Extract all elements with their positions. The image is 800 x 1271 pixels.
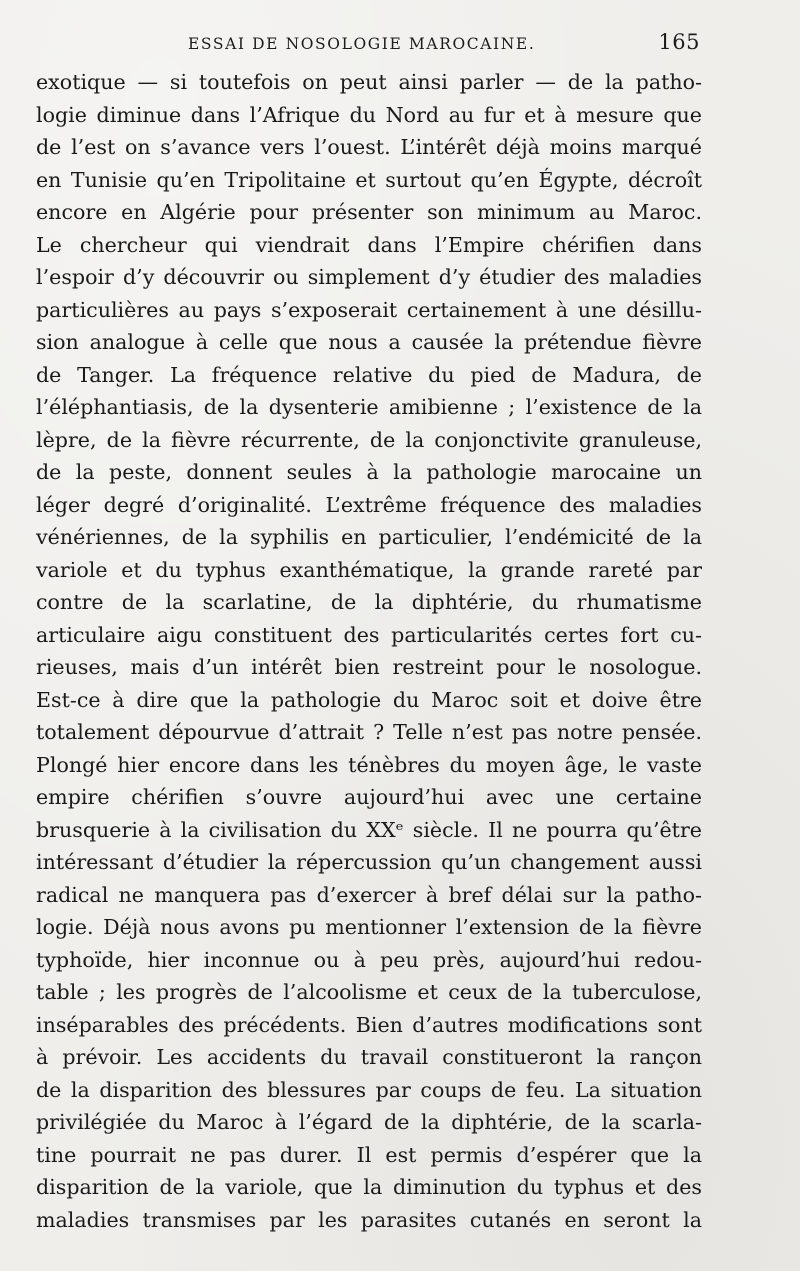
text-line: empire chérifien s’ouvre aujourd’hui avec une certaine — [36, 785, 702, 809]
text-line: table ; les progrès de l’alcoolisme et ceux de la tuberculose, — [36, 980, 702, 1004]
text-line: sion analogue à celle que nous a causée la prétendue fièvre — [36, 330, 702, 354]
text-line: l’éléphantiasis, de la dysenterie amibienne ; l’existence de la — [36, 395, 702, 419]
text-line: Est-ce à dire que la pathologie du Maroc soit et doive être — [36, 687, 702, 712]
text-line: à prévoir. Les accidents du travail constitueront la rançon — [36, 1045, 702, 1069]
text-line: typhoïde, hier inconnue ou à peu près, aujourd’hui redou- — [36, 947, 702, 972]
text-line: en Tunisie qu’en Tripolitaine et surtout qu’en Égypte, décroît — [36, 167, 702, 192]
text-line: articulaire aigu constituent des particularités certes fort cu- — [36, 622, 702, 647]
text-line: intéressant d’étudier la répercussion qu’un changement aussi — [36, 850, 702, 874]
text-line: brusquerie à la civilisation du XXᵉ siècle. Il ne pourra qu’être — [36, 817, 702, 842]
text-line: maladies transmises par les parasites cutanés en seront la — [36, 1207, 702, 1232]
text-line: logie diminue dans l’Afrique du Nord au fur et à mesure que — [36, 102, 702, 127]
text-line: tine pourrait ne pas durer. Il est permis d’espérer que la — [36, 1142, 702, 1167]
text-line: vénériennes, de la syphilis en particulier, l’endémicité de la — [36, 525, 702, 549]
text-line: de la disparition des blessures par coups de feu. La situation — [36, 1077, 702, 1102]
text-line: privilégiée du Maroc à l’égard de la diphtérie, de la scarla- — [36, 1110, 702, 1134]
text-line: logie. Déjà nous avons pu mentionner l’extension de la fièvre — [36, 915, 702, 939]
text-line: totalement dépourvue d’attrait ? Telle n’est pas notre pensée. — [36, 720, 702, 744]
text-line: de Tanger. La fréquence relative du pied de Madura, de — [36, 362, 702, 387]
text-line: de l’est on s’avance vers l’ouest. L’intérêt déjà moins marqué — [36, 135, 702, 159]
text-line: rieuses, mais d’un intérêt bien restreint pour le nosologue. — [36, 655, 702, 679]
text-line: disparition de la variole, que la diminution du typhus et des — [36, 1175, 702, 1199]
text-line: léger degré d’originalité. L’extrême fréquence des maladies — [36, 492, 702, 517]
text-line: radical ne manquera pas d’exercer à bref délai sur la patho- — [36, 882, 702, 907]
text-line: de la peste, donnent seules à la pathologie marocaine un — [36, 460, 702, 484]
body-text — [36, 66, 702, 1236]
page-header — [36, 30, 700, 60]
text-line: Le chercheur qui viendrait dans l’Empire chérifien dans — [36, 232, 702, 257]
text-line: l’espoir d’y découvrir ou simplement d’y étudier des maladies — [36, 265, 702, 289]
text-line: variole et du typhus exanthématique, la grande rareté par — [36, 557, 702, 582]
text-line: particulières au pays s’exposerait certainement à une désillu- — [36, 297, 702, 322]
text-line: exotique — si toutefois on peut ainsi parler — de la patho- — [36, 70, 702, 94]
page-number: 165 — [658, 30, 700, 54]
running-head: ESSAI DE NOSOLOGIE MAROCAINE. — [188, 35, 536, 53]
text-line: lèpre, de la fièvre récurrente, de la conjonctivite granuleuse, — [36, 427, 702, 452]
text-line: inséparables des précédents. Bien d’autres modifications sont — [36, 1012, 702, 1037]
text-line: encore en Algérie pour présenter son minimum au Maroc. — [36, 200, 702, 224]
text-line: Plongé hier encore dans les ténèbres du moyen âge, le vaste — [36, 752, 702, 777]
text-line: contre de la scarlatine, de la diphtérie, du rhumatisme — [36, 590, 702, 614]
